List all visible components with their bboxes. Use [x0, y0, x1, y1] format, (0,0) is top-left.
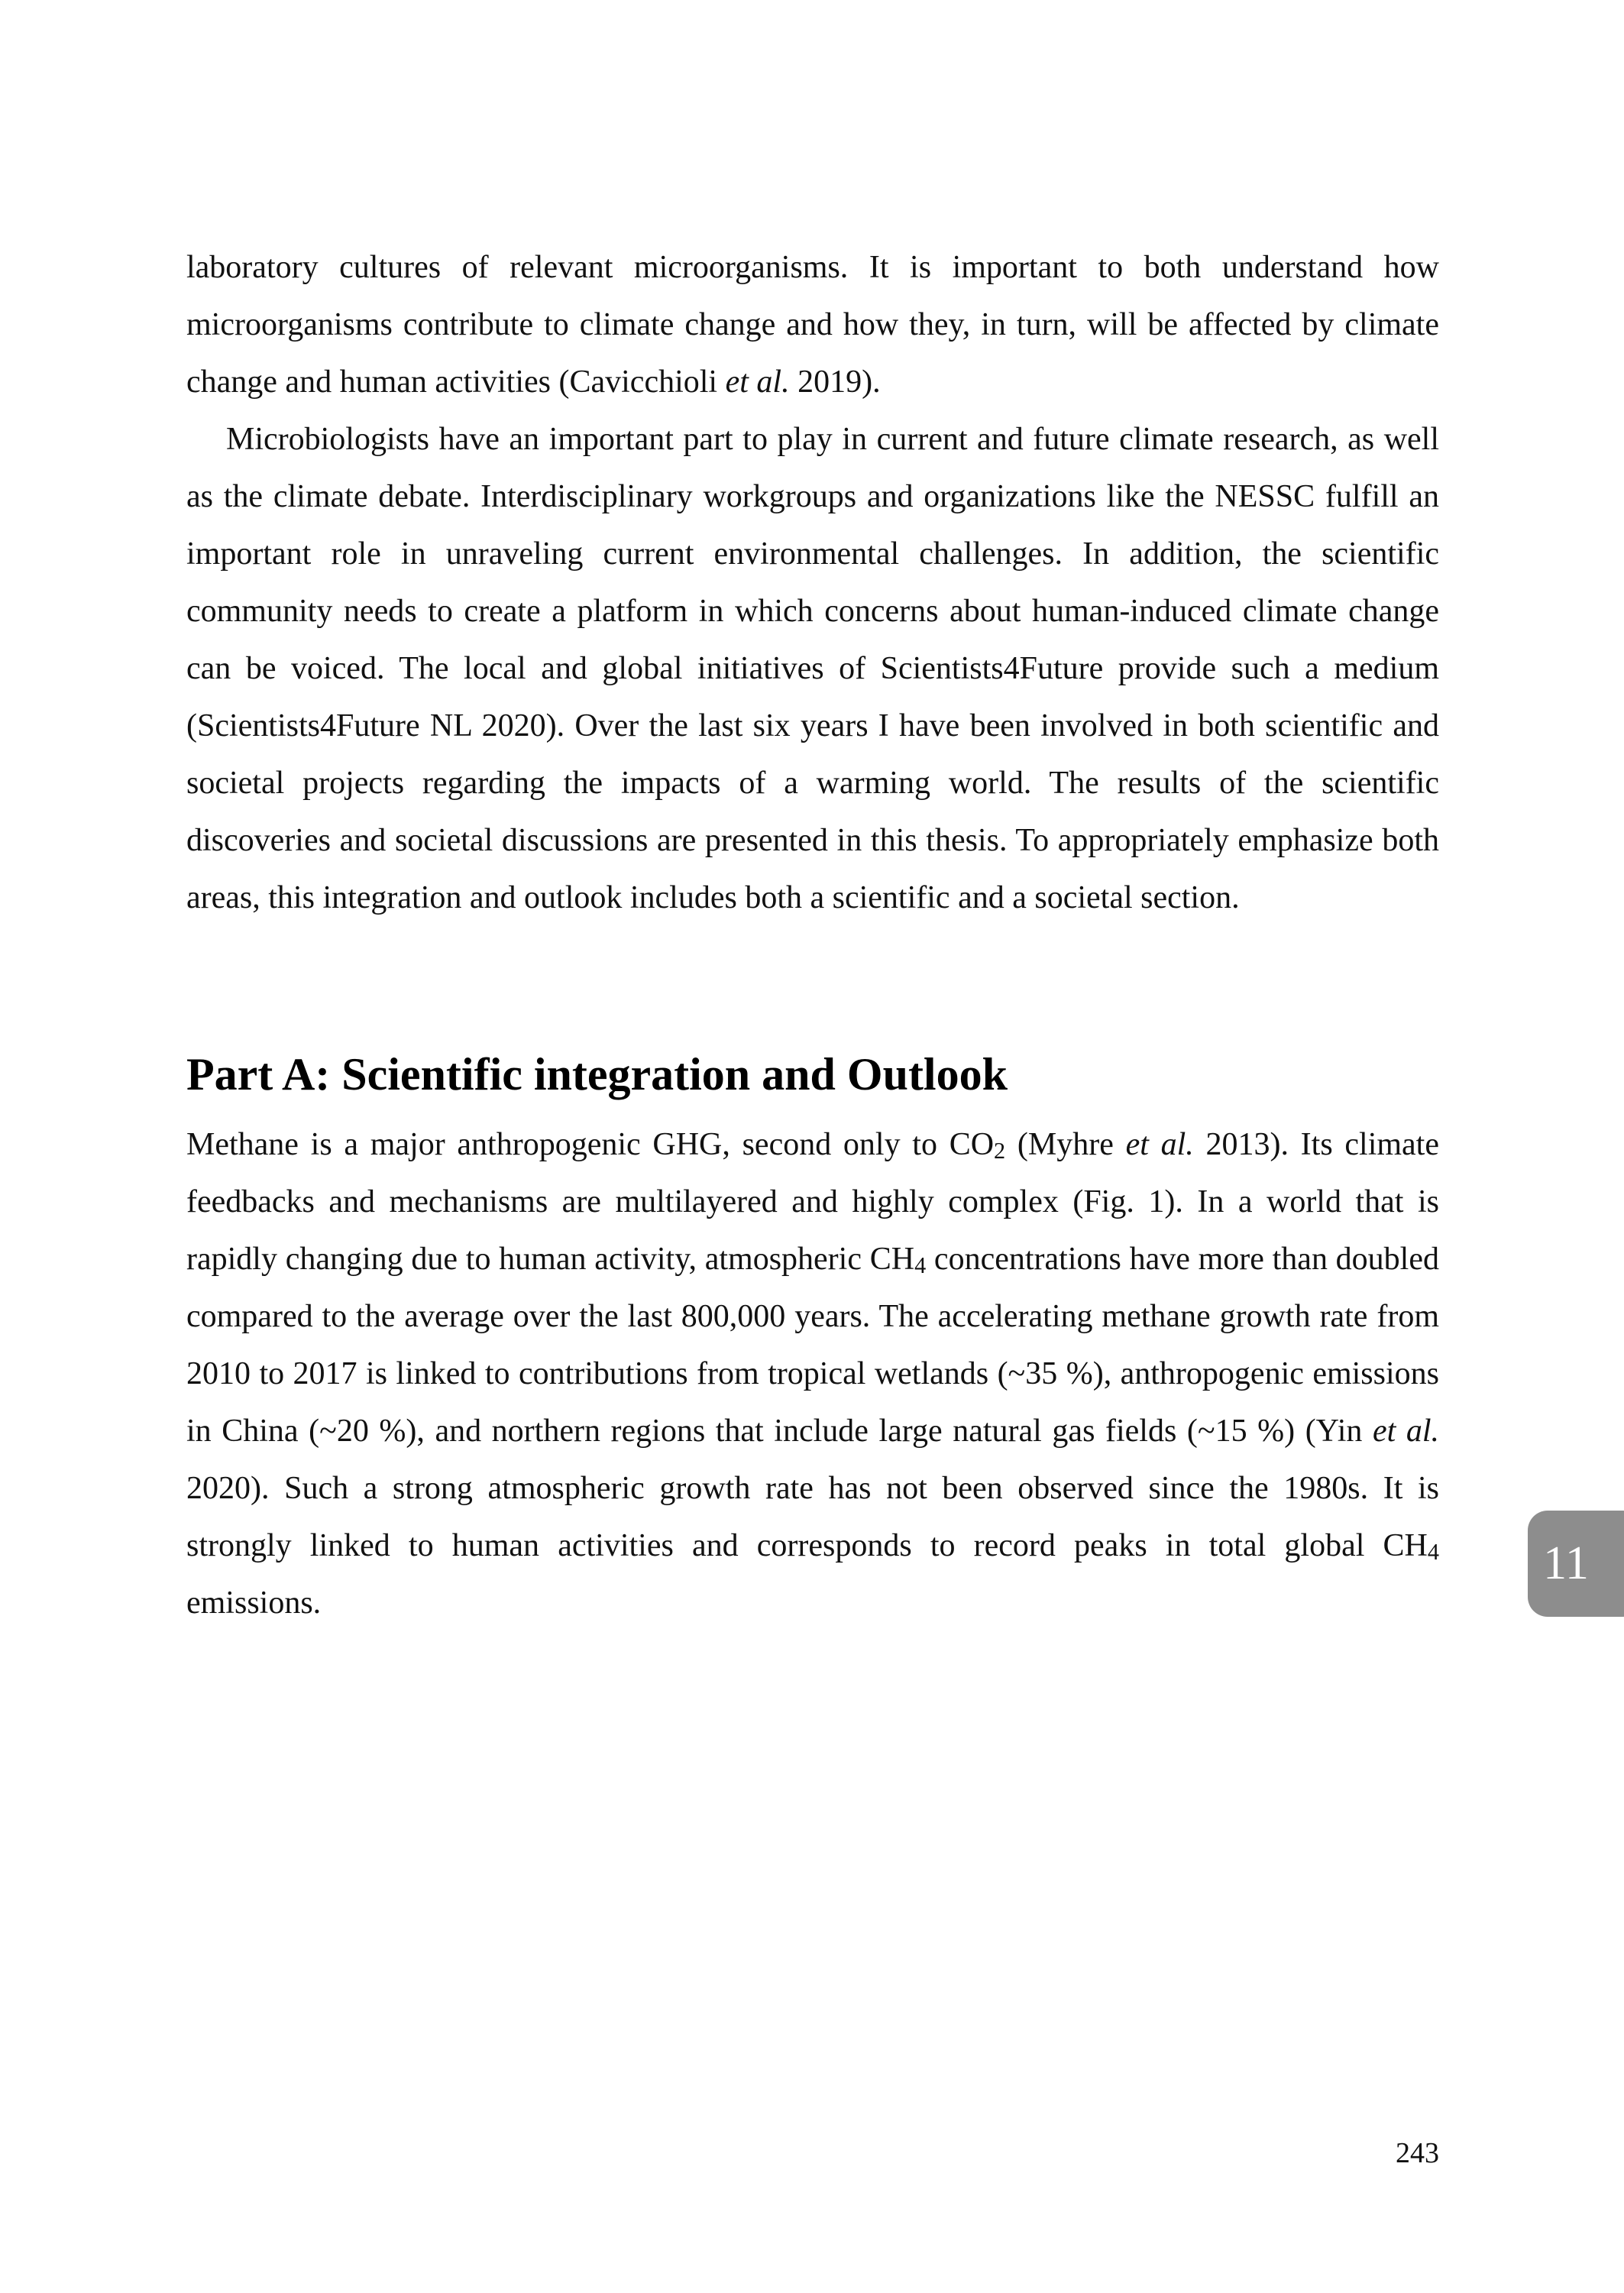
section-p1-et-al-2: et al.	[1372, 1414, 1440, 1449]
intro-p1-end: 2019).	[789, 364, 881, 400]
section-p1-e: 2020). Such a strong atmospheric growth rate has not been observed since the 1980s. It is strongly linked to human activities and corresponds to record peaks in total global CH	[186, 1471, 1439, 1563]
section-text-block	[186, 1116, 1439, 1632]
ch4-subscript-1: 4	[914, 1252, 927, 1278]
section-p1-et-al-1: et al.	[1125, 1127, 1194, 1162]
intro-p1-et-al: et al.	[725, 364, 790, 400]
section-paragraph-1	[186, 1116, 1439, 1632]
co2-subscript: 2	[994, 1137, 1006, 1164]
page-number: 243	[1396, 2137, 1439, 2169]
ch4-subscript-2: 4	[1427, 1538, 1439, 1565]
section-p1-d: concentrations have more than doubled compared to the average over the last 800,000 years. The accelerating methane growth rate from 2010 to 2017 is linked to contributions from tropical wetlands (~35 %), anthropogenic emissions in China (~20 %), and northern regions that include large natural gas fields (~15 %) (Yin	[186, 1242, 1439, 1449]
intro-text-block	[186, 239, 1439, 927]
intro-p1-text: laboratory cultures of relevant microorganisms. It is important to both understand how microorganisms contribute to climate change and how they, in turn, will be affected by climate change and human activities (Cavicchioli	[186, 250, 1439, 400]
section-p1-a: Methane is a major anthropogenic GHG, second only to CO	[186, 1127, 995, 1162]
intro-paragraph-2: Microbiologists have an important part to play in current and future climate research, as well as the climate debate. Interdisciplinary workgroups and organizations like the NESSC fulfill an important role in unraveling current environmental challenges. In addition, the scientific community needs to create a platform in which concerns about human-induced climate change can be voiced. The local and global initiatives of Scientists4Future provide such a medium (Scientists4Future NL 2020). Over the last six years I have been involved in both scientific and societal projects regarding the impacts of a warming world. The results of the scientific discoveries and societal discussions are presented in this thesis. To appropriately emphasize both areas, this integration and outlook includes both a scientific and a societal section.	[186, 422, 1439, 915]
section-p1-b: (Myhre	[1005, 1127, 1126, 1162]
section-p1-f: emissions.	[186, 1585, 322, 1621]
chapter-tab: 11	[1528, 1511, 1624, 1617]
section-p1-c: 2013). Its climate feedbacks and mechanisms are multilayered and highly complex (Fig. 1). In a world that is rapidly changing due to human activity, atmospheric CH	[186, 1127, 1439, 1277]
intro-paragraph-1	[186, 239, 1439, 411]
section-heading: Part A: Scientific integration and Outlook	[186, 1049, 1008, 1100]
